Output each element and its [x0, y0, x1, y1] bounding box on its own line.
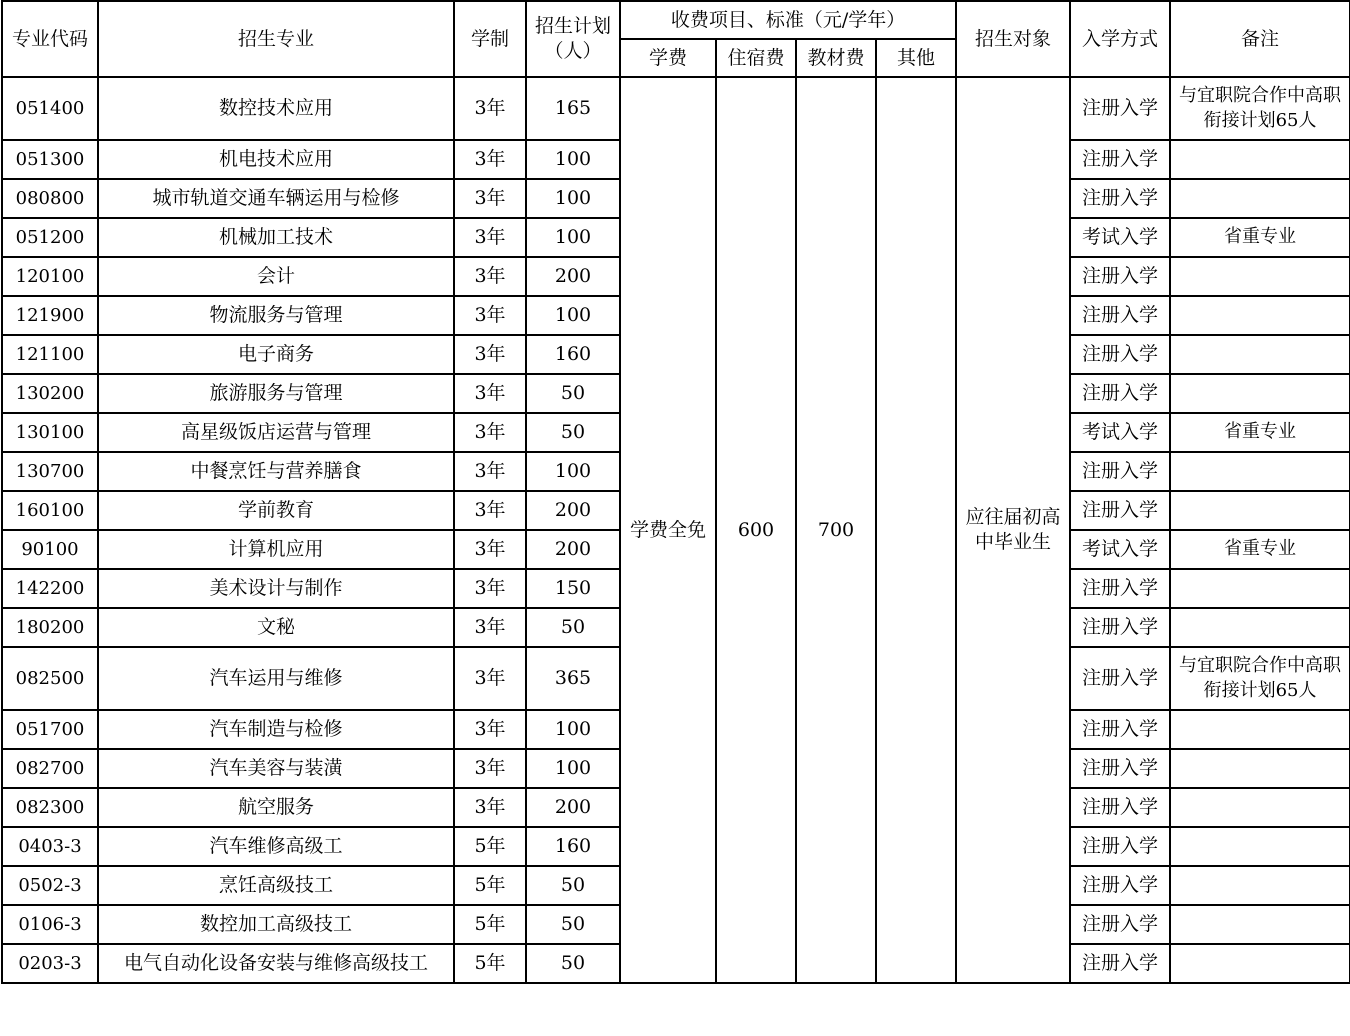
- cell-plan: 160: [526, 827, 620, 866]
- cell-years: 3年: [454, 710, 526, 749]
- cell-years: 3年: [454, 218, 526, 257]
- cell-other-merged: [876, 77, 956, 983]
- cell-years: 3年: [454, 335, 526, 374]
- cell-remark: [1170, 179, 1350, 218]
- cell-admission: 考试入学: [1070, 413, 1170, 452]
- cell-remark: 省重专业: [1170, 218, 1350, 257]
- cell-major: 电气自动化设备安装与维修高级技工: [98, 944, 454, 983]
- cell-remark: [1170, 710, 1350, 749]
- cell-plan: 365: [526, 647, 620, 710]
- cell-years: 5年: [454, 866, 526, 905]
- cell-major: 航空服务: [98, 788, 454, 827]
- cell-major: 电子商务: [98, 335, 454, 374]
- cell-remark: [1170, 569, 1350, 608]
- cell-plan: 100: [526, 749, 620, 788]
- cell-plan: 50: [526, 413, 620, 452]
- cell-plan: 150: [526, 569, 620, 608]
- cell-plan: 200: [526, 491, 620, 530]
- cell-years: 3年: [454, 374, 526, 413]
- cell-admission: 注册入学: [1070, 710, 1170, 749]
- cell-remark: [1170, 140, 1350, 179]
- cell-admission: 注册入学: [1070, 749, 1170, 788]
- cell-years: 3年: [454, 608, 526, 647]
- cell-code: 051200: [2, 218, 98, 257]
- cell-plan: 100: [526, 452, 620, 491]
- cell-major: 中餐烹饪与营养膳食: [98, 452, 454, 491]
- cell-plan: 200: [526, 257, 620, 296]
- cell-years: 5年: [454, 905, 526, 944]
- cell-plan: 160: [526, 335, 620, 374]
- cell-remark: [1170, 866, 1350, 905]
- cell-years: 3年: [454, 491, 526, 530]
- cell-years: 3年: [454, 140, 526, 179]
- cell-code: 082300: [2, 788, 98, 827]
- cell-admission: 注册入学: [1070, 608, 1170, 647]
- cell-code: 90100: [2, 530, 98, 569]
- table-body: [2, 77, 1350, 983]
- cell-plan: 200: [526, 530, 620, 569]
- cell-code: 160100: [2, 491, 98, 530]
- cell-admission: 注册入学: [1070, 827, 1170, 866]
- cell-code: 080800: [2, 179, 98, 218]
- cell-plan: 100: [526, 710, 620, 749]
- cell-materials-merged: 700: [796, 77, 876, 983]
- cell-admission: 注册入学: [1070, 296, 1170, 335]
- table-row: [2, 77, 1350, 140]
- cell-admission: 注册入学: [1070, 944, 1170, 983]
- cell-code: 0203-3: [2, 944, 98, 983]
- cell-admission: 注册入学: [1070, 77, 1170, 140]
- cell-remark: [1170, 905, 1350, 944]
- cell-major: 美术设计与制作: [98, 569, 454, 608]
- cell-admission: 考试入学: [1070, 530, 1170, 569]
- cell-major: 机电技术应用: [98, 140, 454, 179]
- cell-major: 烹饪高级技工: [98, 866, 454, 905]
- cell-years: 5年: [454, 827, 526, 866]
- cell-remark: [1170, 257, 1350, 296]
- cell-major: 数控技术应用: [98, 77, 454, 140]
- header-remarks: 备注: [1170, 1, 1350, 77]
- cell-remark: [1170, 374, 1350, 413]
- cell-years: 3年: [454, 413, 526, 452]
- header-tuition: 学费: [620, 39, 716, 77]
- cell-years: 3年: [454, 530, 526, 569]
- cell-code: 180200: [2, 608, 98, 647]
- cell-code: 121100: [2, 335, 98, 374]
- cell-remark: 省重专业: [1170, 530, 1350, 569]
- header-other: 其他: [876, 39, 956, 77]
- cell-admission: 注册入学: [1070, 866, 1170, 905]
- cell-admission: 注册入学: [1070, 374, 1170, 413]
- header-admission: 入学方式: [1070, 1, 1170, 77]
- header-plan: 招生计划（人）: [526, 1, 620, 77]
- cell-plan: 100: [526, 218, 620, 257]
- cell-code: 051700: [2, 710, 98, 749]
- cell-remark: 省重专业: [1170, 413, 1350, 452]
- cell-code: 0106-3: [2, 905, 98, 944]
- cell-admission: 注册入学: [1070, 491, 1170, 530]
- cell-code: 130700: [2, 452, 98, 491]
- cell-code: 130100: [2, 413, 98, 452]
- cell-major: 汽车运用与维修: [98, 647, 454, 710]
- cell-major: 汽车美容与装潢: [98, 749, 454, 788]
- cell-plan: 50: [526, 374, 620, 413]
- cell-years: 3年: [454, 179, 526, 218]
- cell-remark: 与宜职院合作中高职衔接计划65人: [1170, 647, 1350, 710]
- cell-years: 5年: [454, 944, 526, 983]
- cell-code: 120100: [2, 257, 98, 296]
- cell-target-merged: 应往届初高中毕业生: [956, 77, 1070, 983]
- cell-plan: 100: [526, 179, 620, 218]
- cell-major: 汽车维修高级工: [98, 827, 454, 866]
- cell-plan: 50: [526, 608, 620, 647]
- cell-years: 3年: [454, 788, 526, 827]
- header-target: 招生对象: [956, 1, 1070, 77]
- cell-major: 旅游服务与管理: [98, 374, 454, 413]
- cell-years: 3年: [454, 296, 526, 335]
- cell-plan: 100: [526, 296, 620, 335]
- cell-major: 汽车制造与检修: [98, 710, 454, 749]
- enrollment-table: [1, 0, 1350, 984]
- cell-major: 数控加工高级技工: [98, 905, 454, 944]
- cell-lodging-merged: 600: [716, 77, 796, 983]
- cell-admission: 注册入学: [1070, 905, 1170, 944]
- cell-admission: 注册入学: [1070, 179, 1170, 218]
- cell-code: 142200: [2, 569, 98, 608]
- cell-plan: 50: [526, 905, 620, 944]
- cell-major: 高星级饭店运营与管理: [98, 413, 454, 452]
- cell-admission: 注册入学: [1070, 335, 1170, 374]
- cell-years: 3年: [454, 257, 526, 296]
- cell-code: 051300: [2, 140, 98, 179]
- header-code: 专业代码: [2, 1, 98, 77]
- cell-admission: 考试入学: [1070, 218, 1170, 257]
- cell-admission: 注册入学: [1070, 788, 1170, 827]
- cell-admission: 注册入学: [1070, 257, 1170, 296]
- cell-remark: [1170, 608, 1350, 647]
- cell-years: 3年: [454, 647, 526, 710]
- cell-code: 051400: [2, 77, 98, 140]
- header-lodging: 住宿费: [716, 39, 796, 77]
- cell-code: 130200: [2, 374, 98, 413]
- cell-admission: 注册入学: [1070, 140, 1170, 179]
- cell-tuition-merged: 学费全免: [620, 77, 716, 983]
- cell-remark: [1170, 827, 1350, 866]
- cell-plan: 50: [526, 944, 620, 983]
- cell-years: 3年: [454, 569, 526, 608]
- cell-code: 082700: [2, 749, 98, 788]
- cell-remark: [1170, 452, 1350, 491]
- header-materials: 教材费: [796, 39, 876, 77]
- cell-major: 机械加工技术: [98, 218, 454, 257]
- cell-major: 学前教育: [98, 491, 454, 530]
- cell-admission: 注册入学: [1070, 569, 1170, 608]
- cell-plan: 200: [526, 788, 620, 827]
- header-years: 学制: [454, 1, 526, 77]
- cell-years: 3年: [454, 452, 526, 491]
- cell-years: 3年: [454, 749, 526, 788]
- header-major: 招生专业: [98, 1, 454, 77]
- cell-plan: 50: [526, 866, 620, 905]
- cell-remark: [1170, 335, 1350, 374]
- cell-remark: [1170, 296, 1350, 335]
- cell-remark: [1170, 788, 1350, 827]
- cell-major: 会计: [98, 257, 454, 296]
- cell-plan: 165: [526, 77, 620, 140]
- cell-code: 121900: [2, 296, 98, 335]
- cell-code: 082500: [2, 647, 98, 710]
- cell-remark: [1170, 491, 1350, 530]
- cell-major: 文秘: [98, 608, 454, 647]
- cell-years: 3年: [454, 77, 526, 140]
- cell-major: 城市轨道交通车辆运用与检修: [98, 179, 454, 218]
- cell-major: 计算机应用: [98, 530, 454, 569]
- cell-major: 物流服务与管理: [98, 296, 454, 335]
- cell-remark: [1170, 944, 1350, 983]
- cell-plan: 100: [526, 140, 620, 179]
- cell-remark: 与宜职院合作中高职衔接计划65人: [1170, 77, 1350, 140]
- cell-remark: [1170, 749, 1350, 788]
- cell-code: 0502-3: [2, 866, 98, 905]
- cell-admission: 注册入学: [1070, 452, 1170, 491]
- cell-admission: 注册入学: [1070, 647, 1170, 710]
- header-fees-group: 收费项目、标准（元/学年）: [620, 1, 956, 39]
- table-header: [2, 1, 1350, 77]
- cell-code: 0403-3: [2, 827, 98, 866]
